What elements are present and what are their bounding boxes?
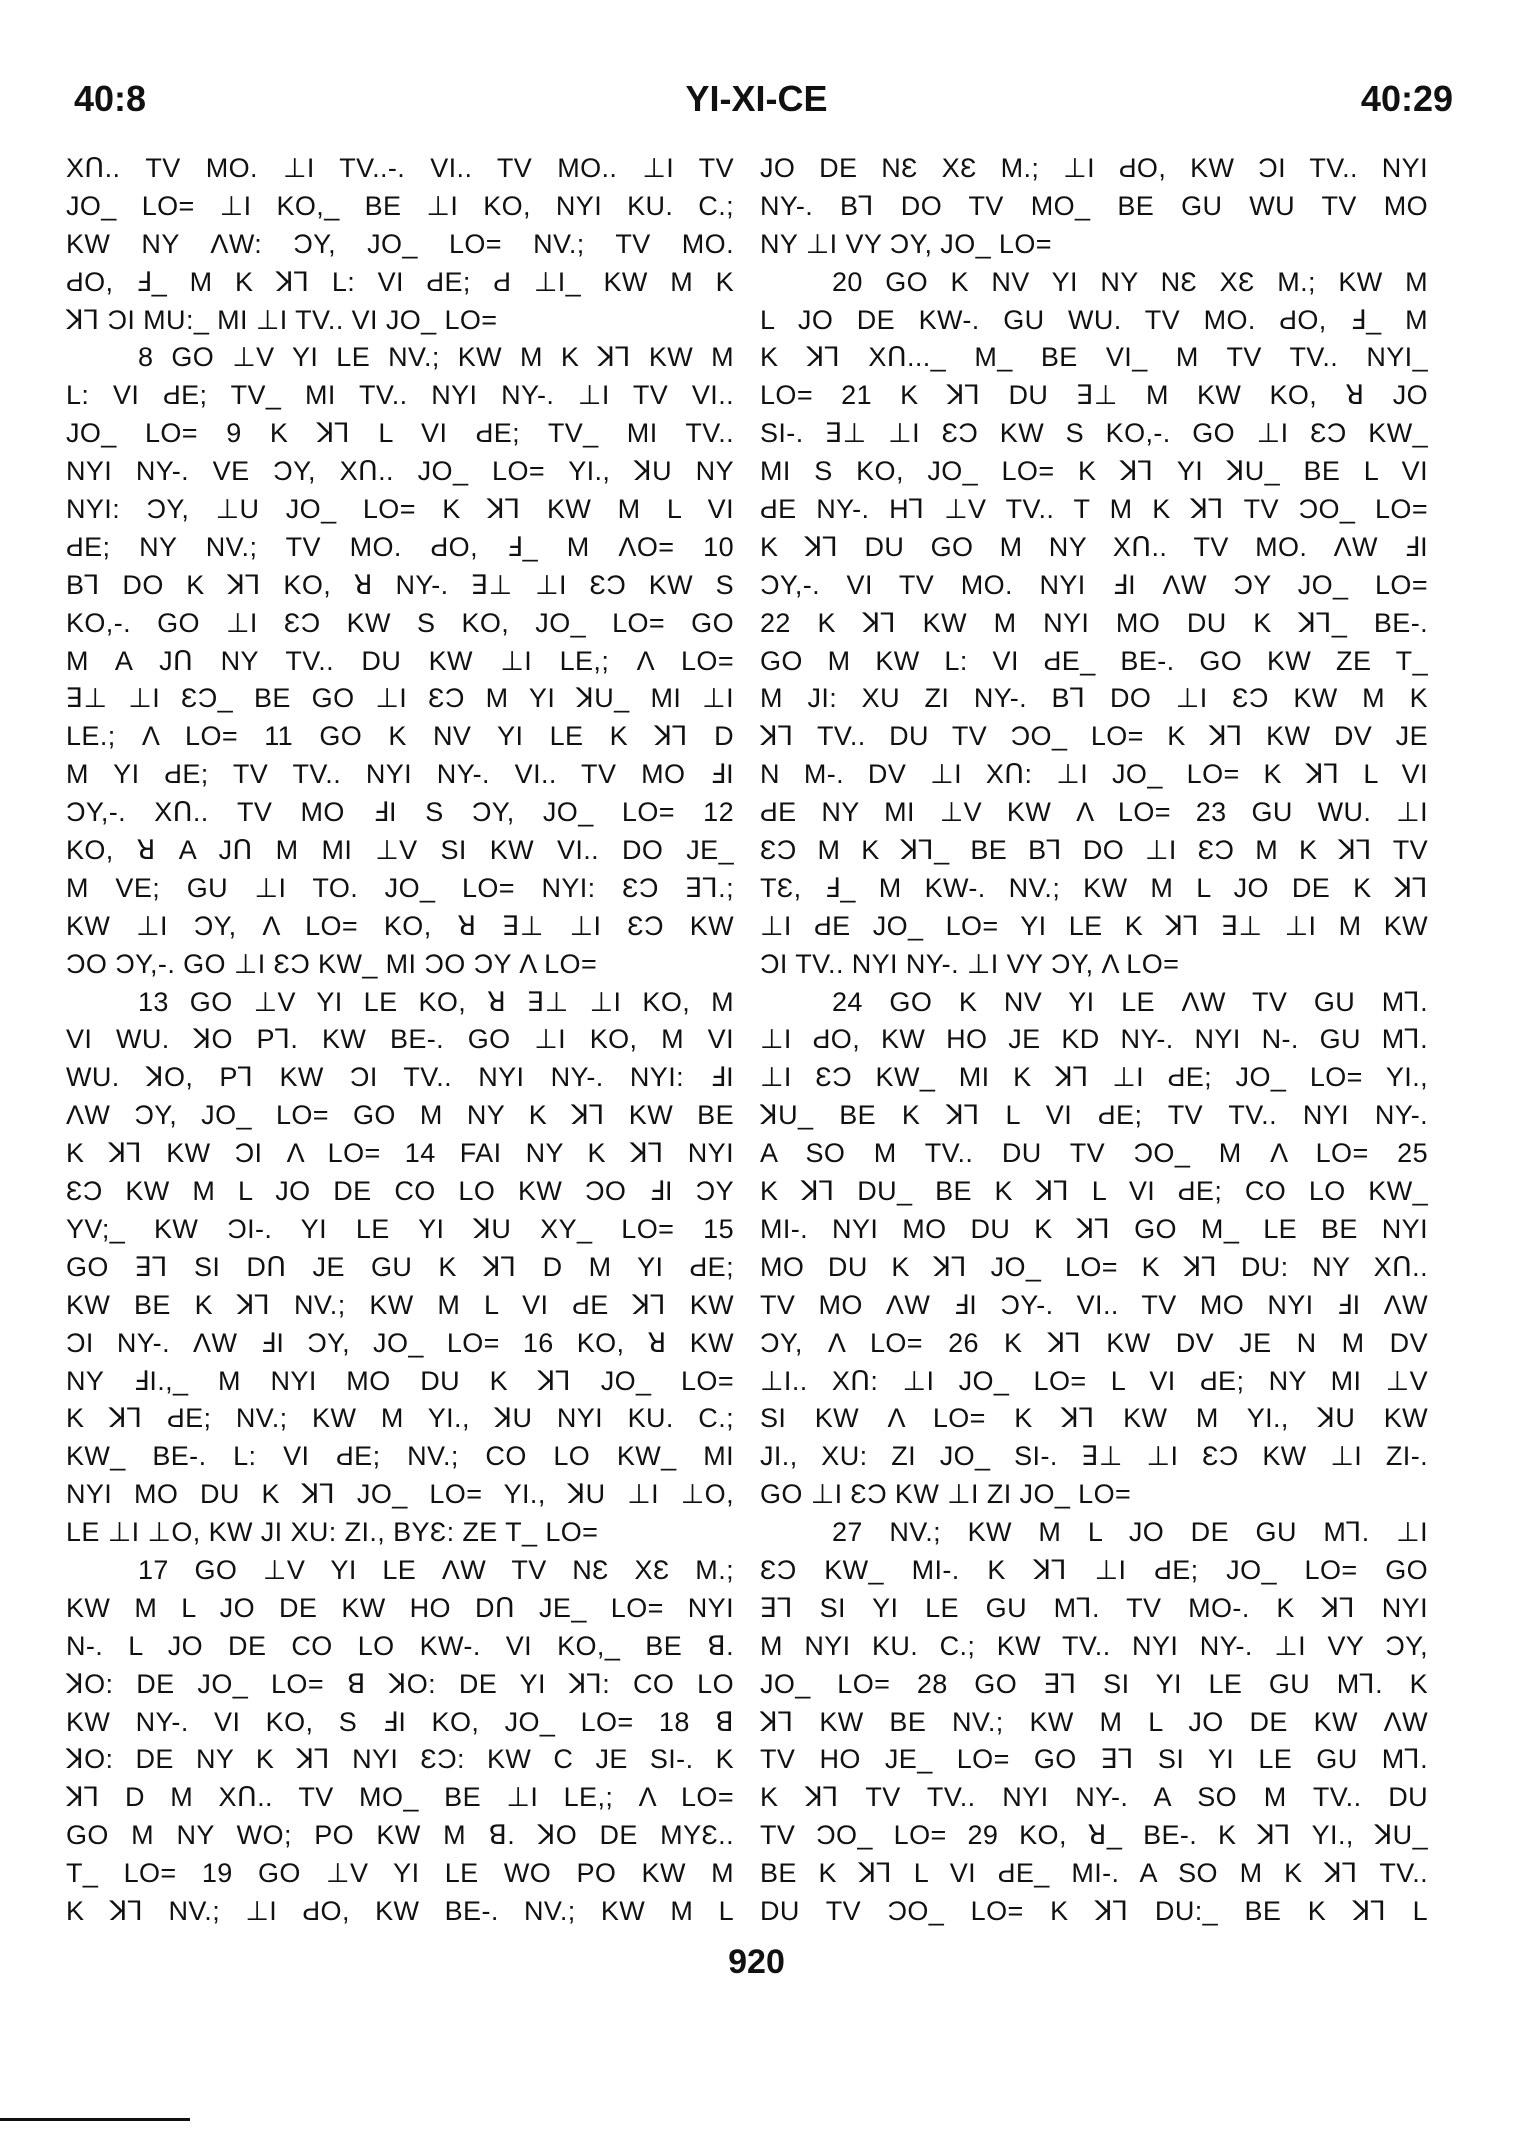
text-line: ƆO ƆY,-. GO ⊥I ƐƆ KW_ MI ƆO ƆY Λ LO= — [66, 948, 598, 979]
text-line: NYI NY-. VE ƆY, XՈ.. JO_ LO= YI., ꓘU NY — [66, 456, 734, 487]
text-line: ƆY,-. VI TV MO. NYI ℲI ΛW ƆY JO_ LO= — [760, 569, 1428, 600]
text-line: VI WU. ꓘO P⅂. KW BE-. GO ⊥I KO, M VI — [66, 1024, 734, 1055]
text-line: ƐƆ KW M L JO DE CO LO KW ƆO ℲI ƆY — [66, 1176, 734, 1207]
text-line: TƐ, Ⅎ_ M KW-. NV.; KW M L JO DE K ꓘ⅂ — [760, 872, 1428, 903]
text-line: K ꓘ⅂ TV TV.. NYI NY-. A SO M TV.. DU — [760, 1782, 1428, 1813]
text-line: ꓘ⅂ ƆI MU:_ MI ⊥I TV.. VI JO_ LO= — [66, 304, 498, 335]
text-line: ꓘ⅂ TV.. DU TV ƆO_ LO= K ꓘ⅂ KW DV JE — [760, 721, 1428, 752]
text-line: XՈ.. TV MO. ⊥I TV..-. VI.. TV MO.. ⊥I TV — [66, 153, 734, 183]
text-line: NYI: ƆY, ⊥U JO_ LO= K ꓘ⅂ KW M L VI — [66, 494, 734, 525]
text-line: T_ LO= 19 GO ⊥V YI LE WO PO KW M — [66, 1858, 734, 1889]
text-line: ꓘO: DE JO_ LO= ꓭ ꓘO: DE YI ꓘ⅂: CO LO — [66, 1668, 734, 1699]
text-line: ꓱ⅂ SI YI LE GU M⅂. TV MO-. K ꓘ⅂ NYI — [760, 1592, 1428, 1623]
text-line: NY ℲI.,_ M NYI MO DU K ꓘ⅂ JO_ LO= — [66, 1365, 734, 1396]
text-line: M NYI KU. C.; KW TV.. NYI NY-. ⊥I VY ƆY, — [760, 1630, 1428, 1661]
text-line: KO,-. GO ⊥I ƐƆ KW S KO, JO_ LO= GO — [66, 607, 734, 638]
text-line: DU TV ƆO_ LO= K ꓘ⅂ DU:_ BE K ꓘ⅂ L — [760, 1895, 1428, 1926]
text-line: NY-. B⅂ DO TV MO_ BE GU WU TV MO — [760, 190, 1428, 221]
text-line: K ꓘ⅂ ԀE; NV.; KW M YI., ꓘU NYI KU. C.; — [66, 1403, 734, 1434]
text-line: ΛW ƆY, JO_ LO= GO M NY K ꓘ⅂ KW BE — [66, 1100, 734, 1131]
text-line: ƐƆ KW_ MI-. K ꓘ⅂ ⊥I ԀE; JO_ LO= GO — [760, 1554, 1428, 1585]
text-line: GO ꓱ⅂ SI DՈ JE GU K ꓘ⅂ D M YI ԀE; — [66, 1251, 734, 1282]
text-line: KW NY-. VI KO, S ℲI KO, JO_ LO= 18 ꓭ — [66, 1706, 734, 1737]
text-line: TV HO JE_ LO= GO ꓱ⅂ SI YI LE GU M⅂. — [760, 1744, 1428, 1775]
text-line: 17 GO ⊥V YI LE ΛW TV NƐ XƐ M.; — [138, 1554, 734, 1585]
text-line: ԀO, Ⅎ_ M K ꓘ⅂ L: VI ԀE; Ԁ ⊥I_ KW M K — [66, 266, 734, 297]
text-line: 13 GO ⊥V YI LE KO, ꓤ ꓱ⊥ ⊥I KO, M — [138, 986, 734, 1017]
text-line: M JI: XU ZI NY-. B⅂ DO ⊥I ƐƆ KW M K — [760, 683, 1428, 714]
text-line: SI KW Λ LO= K ꓘ⅂ KW M YI., ꓘU KW — [760, 1403, 1428, 1434]
chapter-verse-start: 40:8 — [74, 78, 147, 119]
text-line: K ꓘ⅂ KW ƆI Λ LO= 14 FAI NY K ꓘ⅂ NYI — [66, 1138, 734, 1169]
text-line: ƆY, Λ LO= 26 K ꓘ⅂ KW DV JE N M DV — [760, 1327, 1428, 1358]
text-line: JI., XU: ZI JO_ SI-. ꓱ⊥ ⊥I ƐƆ KW ⊥I ZI-. — [760, 1441, 1428, 1472]
text-line: MO DU K ꓘ⅂ JO_ LO= K ꓘ⅂ DU: NY XՈ.. — [760, 1251, 1428, 1282]
text-line: KW_ BE-. L: VI ԀE; NV.; CO LO KW_ MI — [66, 1441, 734, 1472]
text-line: L: VI ԀE; TV_ MI TV.. NYI NY-. ⊥I TV VI.. — [66, 380, 734, 411]
text-line: K ꓘ⅂ DU GO M NY XՈ.. TV MO. ΛW ℲI — [760, 531, 1428, 562]
text-line: ꓘ⅂ D M XՈ.. TV MO_ BE ⊥I LE,; Λ LO= — [66, 1782, 734, 1813]
text-line: MI S KO, JO_ LO= K ꓘ⅂ YI ꓘU_ BE L VI — [760, 456, 1428, 487]
text-line: LE ⊥I ⊥O, KW JI XU: ZI., BYƐ: ZE T_ LO= — [66, 1517, 599, 1548]
text-line: KW NY ΛW: ƆY, JO_ LO= NV.; TV MO. — [66, 228, 734, 259]
text-line: ԀE NY MI ⊥V KW Λ LO= 23 GU WU. ⊥I — [760, 797, 1428, 828]
page-number: 920 — [728, 1943, 785, 1981]
chapter-verse-end: 40:29 — [1360, 78, 1453, 119]
text-line: N-. L JO DE CO LO KW-. VI KO,_ BE ꓭ. — [66, 1630, 734, 1661]
text-line: KO, ꓤ A JՈ M MI ⊥V SI KW VI.. DO JE_ — [66, 835, 734, 866]
text-line: L JO DE KW-. GU WU. TV MO. ԀO, Ⅎ_ M — [760, 304, 1428, 335]
text-line: A SO M TV.. DU TV ƆO_ M Λ LO= 25 — [760, 1138, 1428, 1169]
text-line: 22 K ꓘ⅂ KW M NYI MO DU K ꓘ⅂_ BE-. — [760, 607, 1428, 638]
text-line: 20 GO K NV YI NY NƐ XƐ M.; KW M — [832, 266, 1428, 297]
text-line: GO M KW L: VI ԀE_ BE-. GO KW ZE T_ — [760, 645, 1428, 676]
page-header — [60, 78, 1453, 130]
text-line: GO M NY WO; PO KW M ꓭ. ꓘO DE MYƐ.. — [66, 1820, 734, 1851]
text-line: 8 GO ⊥V YI LE NV.; KW M K ꓘ⅂ KW M — [138, 342, 734, 373]
text-line: SI-. ꓱ⊥ ⊥I ƐƆ KW S KO,-. GO ⊥I ƐƆ KW_ — [760, 418, 1428, 449]
left-column — [66, 150, 734, 1931]
text-line: TV MO ΛW ℲI ƆY-. VI.. TV MO NYI ℲI ΛW — [760, 1289, 1428, 1320]
text-line: NYI MO DU K ꓘ⅂ JO_ LO= YI., ꓘU ⊥I ⊥O, — [66, 1479, 734, 1510]
text-line: KW BE K ꓘ⅂ NV.; KW M L VI ԀE ꓘ⅂ KW — [66, 1289, 734, 1320]
text-line: ꓱ⊥ ⊥I ƐƆ_ BE GO ⊥I ƐƆ M YI ꓘU_ MI ⊥I — [66, 683, 734, 714]
text-line: K ꓘ⅂ DU_ BE K ꓘ⅂ L VI ԀE; CO LO KW_ — [760, 1176, 1428, 1207]
text-line: ꓘU_ BE K ꓘ⅂ L VI ԀE; TV TV.. NYI NY-. — [760, 1100, 1428, 1131]
text-line: WU. ꓘO, P⅂ KW ƆI TV.. NYI NY-. NYI: ℲI — [66, 1062, 734, 1093]
text-line: ƆI NY-. ΛW ℲI ƆY, JO_ LO= 16 KO, ꓤ KW — [66, 1327, 734, 1358]
text-line: LO= 21 K ꓘ⅂ DU ꓱ⊥ M KW KO, ꓤ JO — [760, 380, 1428, 411]
text-line: N M-. DV ⊥I XՈ: ⊥I JO_ LO= K ꓘ⅂ L VI — [760, 759, 1428, 790]
text-line: LE.; Λ LO= 11 GO K NV YI LE K ꓘ⅂ D — [66, 721, 734, 752]
text-line: ⊥I ƐƆ KW_ MI K ꓘ⅂ ⊥I ԀE; JO_ LO= YI., — [760, 1062, 1428, 1093]
text-line: ⊥I.. XՈ: ⊥I JO_ LO= L VI ԀE; NY MI ⊥V — [760, 1365, 1428, 1396]
text-line: JO_ LO= ⊥I KO,_ BE ⊥I KO, NYI KU. C.; — [66, 190, 734, 221]
text-line: JO_ LO= 9 K ꓘ⅂ L VI ԀE; TV_ MI TV.. — [66, 418, 734, 449]
text-line: M VE; GU ⊥I TO. JO_ LO= NYI: ƐƆ ꓱ⅂.; — [66, 872, 734, 903]
text-line: M YI ԀE; TV TV.. NYI NY-. VI.. TV MO ℲI — [66, 759, 734, 790]
text-line: KW M L JO DE KW HO DՈ JE_ LO= NYI — [66, 1592, 734, 1623]
text-line: ƆY,-. XՈ.. TV MO ℲI S ƆY, JO_ LO= 12 — [66, 797, 734, 828]
text-line: JO DE NƐ XƐ M.; ⊥I ԀO, KW ƆI TV.. NYI — [760, 153, 1428, 183]
text-line: K ꓘ⅂ NV.; ⊥I ԀO, KW BE-. NV.; KW M L — [66, 1895, 734, 1926]
right-column — [760, 150, 1428, 1931]
book-title: YI-XI-CE — [685, 78, 828, 119]
text-line: YV;_ KW ƆI-. YI LE YI ꓘU XY_ LO= 15 — [66, 1213, 734, 1244]
text-line: JO_ LO= 28 GO ꓱ⅂ SI YI LE GU M⅂. K — [760, 1668, 1428, 1699]
text-line: ƆI TV.. NYI NY-. ⊥I VY ƆY, Λ LO= — [760, 948, 1180, 979]
text-line: M A JՈ NY TV.. DU KW ⊥I LE,; Λ LO= — [66, 645, 734, 676]
bottom-rule — [0, 2118, 190, 2121]
text-line: B⅂ DO K ꓘ⅂ KO, ꓤ NY-. ꓱ⊥ ⊥I ƐƆ KW S — [66, 569, 734, 600]
text-line: MI-. NYI MO DU K ꓘ⅂ GO M_ LE BE NYI — [760, 1213, 1428, 1244]
text-line: NY ⊥I VY ƆY, JO_ LO= — [760, 228, 1052, 259]
text-line: ԀE NY-. H⅂ ⊥V TV.. T M K ꓘ⅂ TV ƆO_ LO= — [760, 494, 1428, 525]
text-line: K ꓘ⅂ XՈ..._ M_ BE VI_ M TV TV.. NYI_ — [760, 342, 1428, 373]
text-line: KW ⊥I ƆY, Λ LO= KO, ꓤ ꓱ⊥ ⊥I ƐƆ KW — [66, 910, 734, 941]
text-line: 27 NV.; KW M L JO DE GU M⅂. ⊥I — [832, 1517, 1428, 1548]
text-line: ꓘO: DE NY K ꓘ⅂ NYI ƐƆ: KW C JE SI-. K — [66, 1744, 734, 1775]
text-line: ԀE; NY NV.; TV MO. ԀO, Ⅎ_ M ΛO= 10 — [66, 531, 734, 562]
text-line: GO ⊥I ƐƆ KW ⊥I ZI JO_ LO= — [760, 1479, 1132, 1510]
text-line: ⊥I ԀE JO_ LO= YI LE K ꓘ⅂ ꓱ⊥ ⊥I M KW — [760, 910, 1428, 941]
text-line: BE K ꓘ⅂ L VI ԀE_ MI-. A SO M K ꓘ⅂ TV.. — [760, 1858, 1428, 1889]
text-line: TV ƆO_ LO= 29 KO, ꓤ_ BE-. K ꓘ⅂ YI., ꓘU_ — [760, 1820, 1428, 1851]
text-line: 24 GO K NV YI LE ΛW TV GU M⅂. — [832, 986, 1428, 1017]
text-line: ꓘ⅂ KW BE NV.; KW M L JO DE KW ΛW — [760, 1706, 1428, 1737]
text-line: ⊥I ԀO, KW HO JE KD NY-. NYI N-. GU M⅂. — [760, 1024, 1428, 1055]
text-line: ƐƆ M K ꓘ⅂_ BE B⅂ DO ⊥I ƐƆ M K ꓘ⅂ TV — [760, 835, 1428, 866]
